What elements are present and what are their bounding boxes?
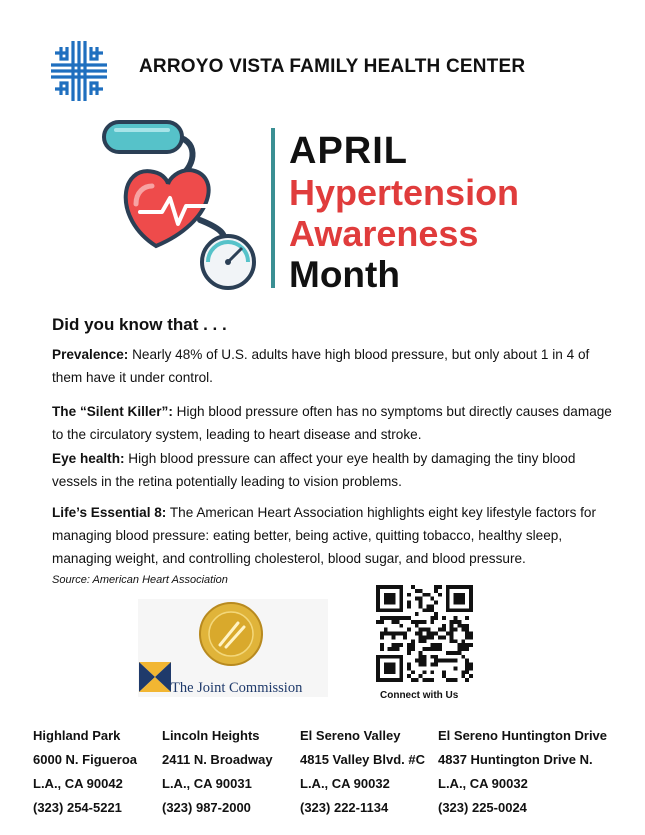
location-name: El Sereno Huntington Drive — [438, 728, 608, 743]
banner-month-word: Month — [289, 254, 400, 295]
fact-eye-health — [52, 447, 612, 493]
organization-name: ARROYO VISTA FAMILY HEALTH CENTER — [139, 56, 526, 77]
fact-text: Nearly 48% of U.S. adults have high blood pressure, but only about 1 in 4 of them have it under control. — [52, 347, 590, 385]
location-name: Lincoln Heights — [162, 728, 260, 743]
intro-heading: Did you know that . . . — [52, 315, 227, 334]
fact-text: The American Heart Association highlights eight key lifestyle factors for managing blood pressure: eating better, being active, quitting tobacco, healthy sleep, managing weight, and controlling cholesterol, blood sugar, and blood pressure. — [52, 505, 597, 566]
fact-text: High blood pressure often has no symptoms but directly causes damage to the circulatory system, leading to heart disease and stroke. — [52, 404, 612, 442]
fact-silent-killer — [52, 400, 612, 446]
location-city: L.A., CA 90032 — [300, 776, 390, 791]
location-phone[interactable]: (323) 987-2000 — [162, 800, 251, 815]
location-street: 4815 Valley Blvd. #C — [300, 752, 426, 767]
qr-caption: Connect with Us — [380, 690, 459, 701]
cross-lattice-logo-icon — [49, 39, 109, 103]
teal-divider — [271, 128, 275, 288]
source-citation: Source: American Heart Association — [52, 574, 228, 586]
location-el-sereno-valley — [300, 724, 425, 820]
fact-prevalence — [52, 343, 612, 389]
banner-month-name: APRIL — [289, 130, 408, 172]
location-phone[interactable]: (323) 225-0024 — [438, 800, 527, 815]
qr-code-icon[interactable] — [376, 585, 473, 682]
fact-text: High blood pressure can affect your eye health by damaging the tiny blood vessels in the retina potentially leading to vision problems. — [52, 451, 576, 489]
location-highland-park — [33, 724, 137, 820]
joint-commission-logo-icon — [139, 662, 171, 692]
location-city: L.A., CA 90032 — [438, 776, 528, 791]
fact-label: Eye health: — [52, 451, 125, 466]
location-phone[interactable]: (323) 222-1134 — [300, 800, 389, 815]
joint-commission-label: The Joint Commission — [171, 680, 303, 696]
location-name: El Sereno Valley — [300, 728, 401, 743]
gold-seal-icon — [198, 601, 264, 667]
location-name: Highland Park — [33, 728, 121, 743]
banner-awareness: Awareness — [289, 213, 479, 254]
heart-blood-pressure-monitor-icon — [100, 116, 268, 294]
fact-lifes-essential-8 — [52, 501, 612, 570]
location-lincoln-heights — [162, 724, 273, 820]
location-phone[interactable]: (323) 254-5221 — [33, 800, 122, 815]
fact-label: Life’s Essential 8: — [52, 505, 167, 520]
location-city: L.A., CA 90031 — [162, 776, 252, 791]
location-city: L.A., CA 90042 — [33, 776, 123, 791]
location-street: 6000 N. Figueroa — [33, 752, 138, 767]
location-street: 2411 N. Broadway — [162, 752, 273, 767]
location-street: 4837 Huntington Drive N. — [438, 752, 593, 767]
fact-label: Prevalence: — [52, 347, 129, 362]
banner-hypertension: Hypertension — [289, 172, 520, 213]
location-el-sereno-huntington — [438, 724, 607, 820]
fact-label: The “Silent Killer”: — [52, 404, 173, 419]
